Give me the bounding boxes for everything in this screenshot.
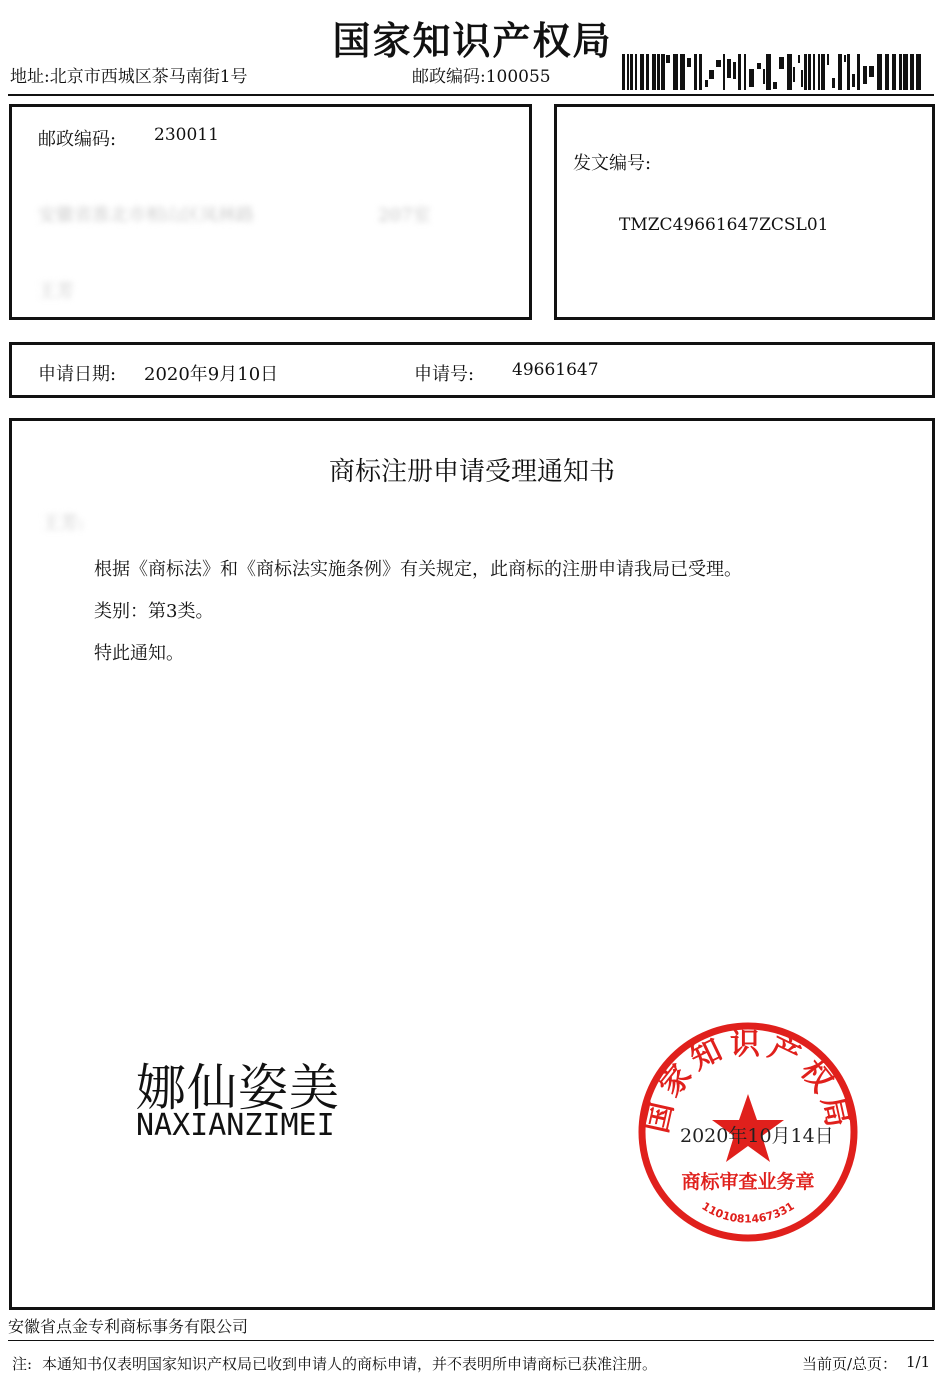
recipient-postcode-value: 230011 bbox=[154, 125, 219, 145]
trademark-name-en: NAXIANZIMEI bbox=[136, 1108, 335, 1143]
notice-closing: 特此通知。 bbox=[94, 643, 184, 664]
page-indicator-label: 当前页/总页： bbox=[802, 1355, 898, 1373]
footer-note-label: 注: bbox=[12, 1355, 33, 1373]
application-date-value: 2020年9月10日 bbox=[144, 364, 279, 385]
notice-category: 类别：第3类。 bbox=[94, 601, 214, 622]
footer-divider bbox=[8, 1340, 934, 1341]
application-number-label: 申请号: bbox=[414, 364, 475, 385]
notice-body: 根据《商标法》和《商标法实施条例》有关规定，此商标的注册申请我局已受理。 bbox=[94, 559, 742, 580]
barcode-icon bbox=[622, 54, 930, 90]
doc-number-value: TMZC49661647ZCSL01 bbox=[619, 215, 829, 235]
application-number-value: 49661647 bbox=[512, 360, 599, 380]
recipient-address: 安徽省淮北市相山区凤林路 bbox=[38, 205, 254, 226]
doc-number-label: 发文编号: bbox=[573, 153, 652, 174]
recipient-address-tail: 207室 bbox=[378, 205, 431, 226]
application-date-label: 申请日期: bbox=[38, 364, 117, 385]
office-postcode: 邮政编码:100055 bbox=[412, 67, 551, 87]
recipient-box bbox=[9, 104, 532, 320]
seal-bottom-text: 商标审查业务章 bbox=[681, 1171, 815, 1193]
header-divider bbox=[8, 94, 934, 96]
issue-date: 2020年10月14日 bbox=[680, 1125, 834, 1147]
office-address: 地址:北京市西城区茶马南街1号 bbox=[10, 67, 248, 87]
seal-top-text: 国家知识产权局 bbox=[639, 1027, 857, 1137]
doc-number-box bbox=[554, 104, 935, 320]
notice-addressee: 王芳: bbox=[42, 513, 85, 534]
recipient-name: 王芳 bbox=[38, 281, 74, 302]
application-info-box bbox=[9, 342, 935, 398]
notice-title: 商标注册申请受理通知书 bbox=[328, 457, 615, 487]
office-title: 国家知识产权局 bbox=[332, 18, 613, 63]
seal-serial: 1101081467331 bbox=[699, 1199, 797, 1226]
footer-note: 本通知书仅表明国家知识产权局已收到申请人的商标申请，并不表明所申请商标已获准注册。 bbox=[42, 1355, 658, 1373]
trademark-name-cn: 娜仙姿美 bbox=[136, 1059, 340, 1117]
recipient-postcode-label: 邮政编码: bbox=[38, 129, 117, 150]
page-indicator-value: 1/1 bbox=[906, 1353, 931, 1371]
agency-name: 安徽省点金专利商标事务有限公司 bbox=[8, 1317, 249, 1336]
